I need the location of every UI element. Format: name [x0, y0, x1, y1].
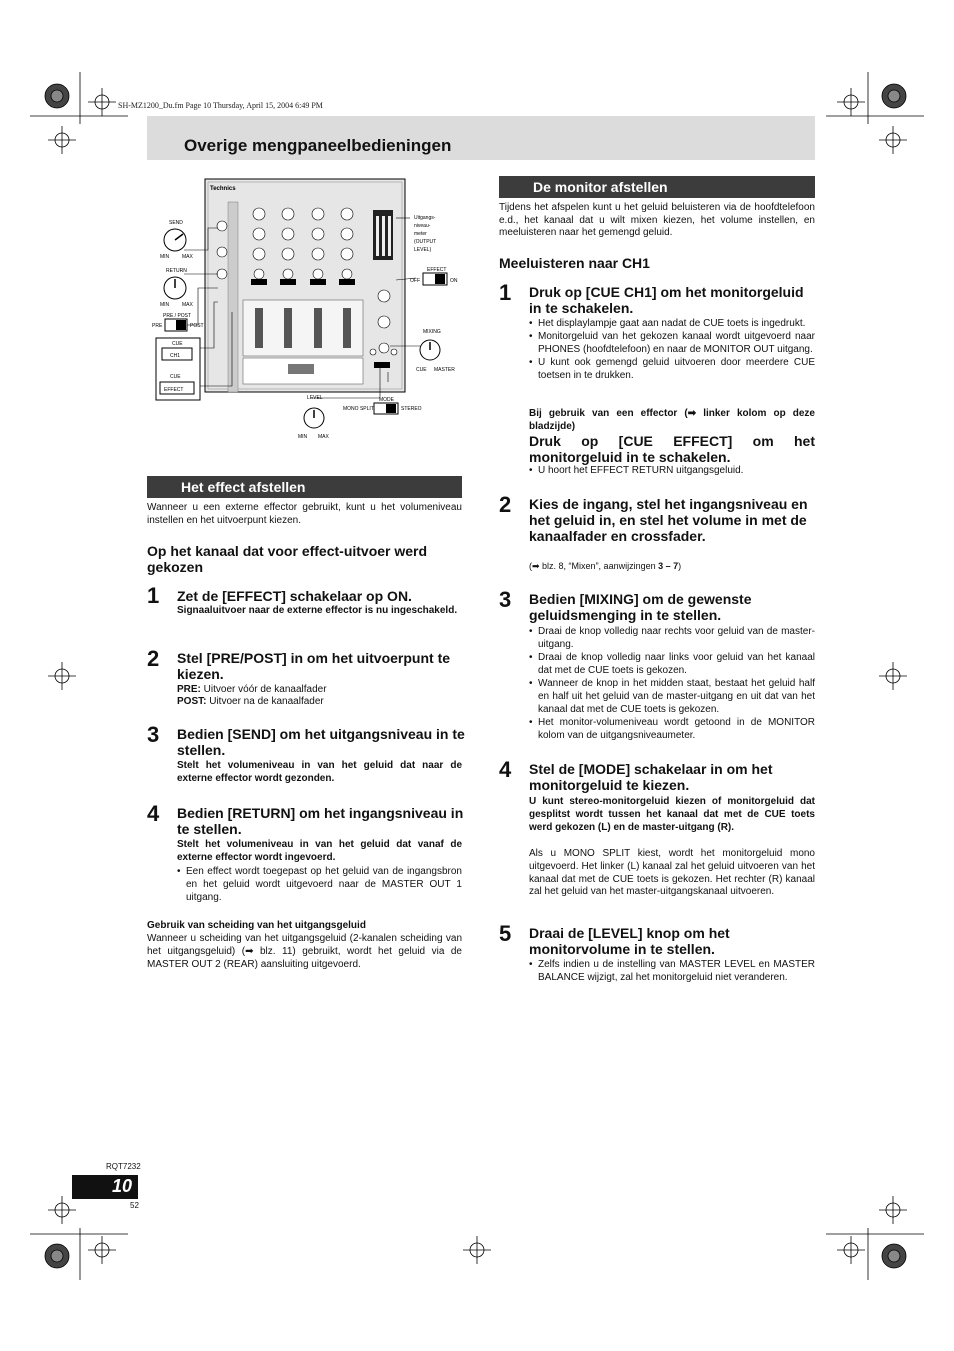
effect-intro: Wanneer u een externe effector gebruikt, kunt u het volumeniveau instellen en het uitvoerpunt kiezen. [147, 502, 462, 526]
cue-label-2: CUE [170, 374, 181, 380]
post-description: POST: Uitvoer na de kanaalfader [177, 696, 324, 707]
return-max: MAX [182, 302, 193, 308]
send-min: MIN [160, 254, 170, 260]
monitor-subhead: Meeluisteren naar CH1 [499, 255, 650, 271]
post-label: POST [190, 323, 204, 329]
step-title: Bedien [RETURN] om het ingangsniveau in te stellen. [177, 805, 464, 837]
cue-effect-label: EFFECT [164, 387, 184, 393]
mode-label: MODE [379, 397, 394, 403]
cue-ch1-label: CH1 [170, 353, 181, 359]
bullet: • Het monitor-volumeniveau wordt getoond in de MONITOR kolom van de uitgangsniveaumeter. [529, 716, 815, 742]
step-number: 3 [499, 587, 512, 612]
step-number: 4 [147, 801, 160, 826]
step-note: Stelt het volumeniveau in van het geluid dat vanaf de externe effector wordt ingevoerd. [177, 839, 462, 863]
mixing-cue-label: CUE [416, 367, 427, 373]
step-title: Bedien [SEND] om het uitgangsniveau in te stellen. [177, 726, 465, 758]
step-title: Zet de [EFFECT] schakelaar op ON. [177, 588, 412, 604]
step-title: Bedien [MIXING] om de gewenste geluidsmenging in te stellen. [529, 591, 752, 623]
bullet: • Het displaylampje gaat aan nadat de CUE toets is ingedrukt. [529, 317, 815, 330]
stereo-label: STEREO [401, 406, 422, 412]
level-min: MIN [298, 434, 308, 440]
effector-note: Bij gebruik van een effector (➡ linker kolom op deze bladzijde) [529, 408, 815, 432]
bullet: • Zelfs indien u de instelling van MASTER LEVEL en MASTER BALANCE wijzigt, zal het monitorgeluid niet veranderen. [529, 958, 815, 984]
pre-description: PRE: Uitvoer vóór de kanaalfader [177, 684, 327, 695]
step-note: U kunt stereo-monitorgeluid kiezen of monitorgeluid dat gesplitst wordt tussen het kanaal dat met de CUE toets werd gekozen (L) en de master-uitgang (R). [529, 796, 815, 833]
mono-split-label: MONO SPLIT [343, 406, 374, 412]
step-number: 2 [147, 646, 160, 671]
step-note: Stelt het volumeniveau in van het geluid dat naar de externe effector wordt gezonden. [177, 760, 462, 784]
effect-subhead: Op het kanaal dat voor effect-uitvoer werd gekozen [147, 543, 428, 575]
page-number-box [72, 1175, 138, 1199]
step-reference: (➡ blz. 8, “Mixen”, aanwijzingen 3 – 7) [529, 561, 682, 571]
arrow-icon: ➡ [687, 408, 697, 419]
step-text: Als u MONO SPLIT kiest, wordt het monitorgeluid mono uitgevoerd. Het linker (L) kanaal zal het geluid uitvoeren van het kanaal dat met de CUE toets is gekozen. Het rechter (R) kanaal zal het geluid van het master-uitgangskanaal uitvoeren. [529, 848, 815, 898]
level-label: LEVEL [307, 395, 323, 401]
send-max: MAX [182, 254, 193, 260]
effect-section-heading: Het effect afstellen [147, 476, 462, 498]
bullet: • Monitorgeluid van het gekozen kanaal wordt uitgevoerd naar PHONES (hoofdtelefoon) en naar de MONITOR OUT uitgang. [529, 330, 815, 356]
step-bullets [177, 865, 462, 904]
meter-label-4: (OUTPUT [414, 239, 437, 245]
file-info: SH-MZ1200_Du.fm Page 10 Thursday, April 15, 2004 6:49 PM [118, 101, 323, 110]
step-bullets [529, 317, 815, 382]
cue-label-1: CUE [172, 341, 183, 347]
monitor-intro: Tijdens het afspelen kunt u het geluid beluisteren via de hoofdtelefoon e.d., het kanaal dat u wilt mixen kiezen, het volume instellen, en meeluisteren naar het gemengd geluid. [499, 202, 815, 238]
title-bar [147, 116, 815, 160]
step-title: Draai de [LEVEL] knop om het monitorvolume in te stellen. [529, 925, 730, 957]
step-note: Signaaluitvoer naar de externe effector is nu ingeschakeld. [177, 605, 458, 616]
step-number: 5 [499, 921, 512, 946]
return-label: RETURN [166, 268, 187, 274]
step-bullets [529, 625, 815, 742]
step-title: Stel de [MODE] schakelaar in om het monitorgeluid te kiezen. [529, 761, 773, 793]
prepost-label: PRE / POST [163, 313, 192, 319]
arrow-icon: ➡ [245, 945, 254, 957]
step-bullets [529, 958, 815, 984]
step-number: 1 [147, 583, 160, 608]
split-text: Wanneer u scheiding van het uitgangsgeluid (2-kanalen scheiding van het uitgangsgeluid) (➡ blz. 11) gebruikt, wordt het geluid via de MASTER OUT 2 (REAR) aansluiting uitgevoerd. [147, 933, 462, 970]
page-title: Overige mengpaneelbedieningen [184, 136, 452, 155]
sub-page-number: 52 [130, 1201, 139, 1210]
effect-off-label: OFF [410, 278, 420, 284]
bullet: • Draai de knop volledig naar links voor geluid van het kanaal dat met de CUE toets is gekozen. [529, 651, 815, 677]
step-title: Stel [PRE/POST] in om het uitvoerpunt te kiezen. [177, 650, 451, 682]
page-number: 10 [112, 1176, 133, 1196]
step-number: 2 [499, 492, 512, 517]
split-heading: Gebruik van scheiding van het uitgangsgeluid [147, 920, 366, 931]
meter-label-5: LEVEL) [414, 247, 432, 253]
level-max: MAX [318, 434, 329, 440]
step-number: 3 [147, 722, 160, 747]
mixing-label: MIXING [423, 329, 441, 335]
bullet: • Draai de knop volledig naar rechts voor geluid van de master-uitgang. [529, 625, 815, 651]
bullet: • Wanneer de knop in het midden staat, bestaat het geluid half en half uit het geluid van de master-uitgang en uit dat van het kanaal dat met de CUE toets is gekozen. [529, 677, 815, 716]
mixer-diagram [148, 176, 468, 442]
pre-label: PRE [152, 323, 163, 329]
meter-label-3: meter [414, 231, 427, 237]
mixing-master-label: MASTER [434, 367, 455, 373]
alt-step-title: Druk op [CUE EFFECT] om het monitorgeluid in te schakelen. [529, 433, 815, 465]
return-min: MIN [160, 302, 170, 308]
step-title: Druk op [CUE CH1] om het monitorgeluid in te schakelen. [529, 284, 804, 316]
effect-label: EFFECT [427, 267, 447, 273]
step-number: 1 [499, 280, 512, 305]
meter-label-2: niveau- [414, 223, 431, 229]
bullet: • U hoort het EFFECT RETURN uitgangsgeluid. [529, 464, 815, 477]
bullet: • U kunt ook gemengd geluid uitvoeren door meerdere CUE toetsen in te drukken. [529, 356, 815, 382]
step-title: Kies de ingang, stel het ingangsniveau en het geluid in, en stel het volume in met de kanaalfader en crossfader. [529, 496, 808, 544]
arrow-icon: ➡ [532, 561, 540, 571]
step-number: 4 [499, 757, 512, 782]
document-code: RQT7232 [106, 1162, 141, 1171]
monitor-section-heading: De monitor afstellen [499, 176, 815, 198]
send-label: SEND [169, 220, 183, 226]
meter-label-1: Uitgangs- [414, 215, 436, 221]
alt-bullets [529, 464, 815, 477]
bullet: • Een effect wordt toegepast op het geluid van de ingangsbron en het geluid wordt uitgevoerd naar de MASTER OUT 1 uitgang. [177, 865, 462, 904]
brand-label: Technics [210, 186, 236, 192]
effect-on-label: ON [450, 278, 458, 284]
